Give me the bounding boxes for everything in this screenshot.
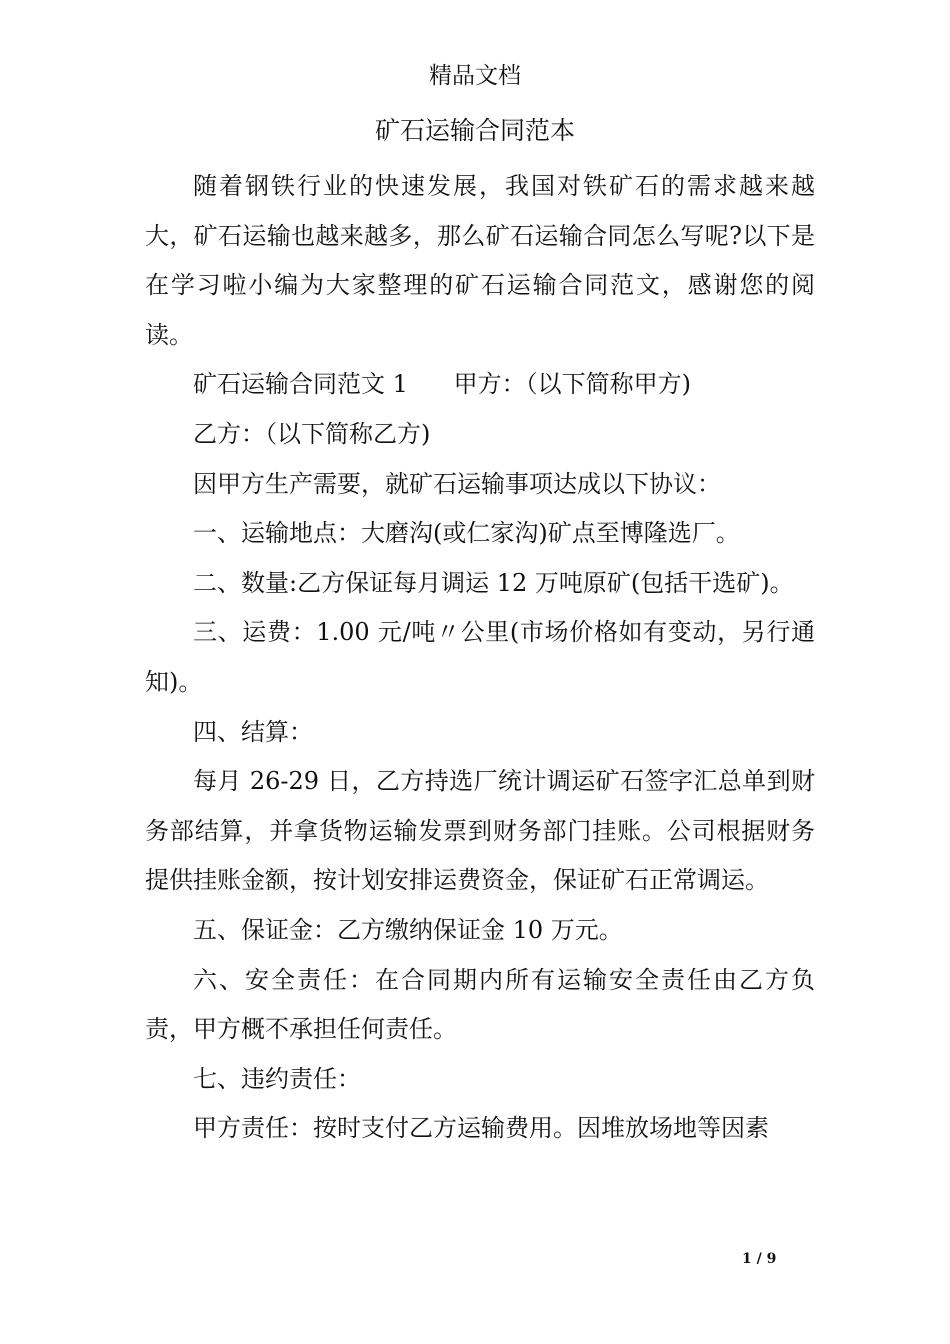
paragraph-party-a: 矿石运输合同范文 1 甲方：（以下简称甲方) xyxy=(193,370,692,399)
paragraph-clause-4: 四、结算： xyxy=(193,717,313,746)
paragraph-party-b: 乙方：（以下简称乙方) xyxy=(193,419,431,448)
paragraph-clause-2: 二、数量:乙方保证每月调运 12 万吨原矿(包括干选矿)。 xyxy=(193,568,794,597)
paragraph-clause-6: 六、安全责任：在合同期内所有运输安全责任由乙方负责，甲方概不承担任何责任。 xyxy=(145,965,815,1044)
paragraph-agreement: 因甲方生产需要，就矿石运输事项达成以下协议： xyxy=(193,469,721,498)
paragraph-intro: 随着钢铁行业的快速发展，我国对铁矿石的需求越来越大，矿石运输也越来越多，那么矿石运输合同怎么写呢?以下是在学习啦小编为大家整理的矿石运输合同范文，感谢您的阅读。 xyxy=(145,172,815,349)
paragraph-clause-7: 七、违约责任： xyxy=(193,1064,361,1093)
paragraph-settlement: 每月 26-29 日，乙方持选厂统计调运矿石签字汇总单到财务部结算，并拿货物运输发票到财务部门挂账。公司根据财务提供挂账金额，按计划安排运费资金，保证矿石正常调运。 xyxy=(145,767,815,895)
paragraph-clause-3: 三、运费：1.00 元/吨〃公里(市场价格如有变动，另行通知)。 xyxy=(145,618,815,696)
paragraph-clause-5: 五、保证金：乙方缴纳保证金 10 万元。 xyxy=(193,915,623,944)
page-header: 精品文档 xyxy=(429,63,521,89)
page-number: 1 / 9 xyxy=(742,1251,777,1267)
paragraph-clause-1: 一、运输地点：大磨沟(或仁家沟)矿点至博隆选厂。 xyxy=(193,519,740,548)
paragraph-party-a-duty: 甲方责任：按时支付乙方运输费用。因堆放场地等因素 xyxy=(193,1114,769,1143)
document-body xyxy=(145,162,815,1154)
document-title: 矿石运输合同范本 xyxy=(374,116,575,145)
